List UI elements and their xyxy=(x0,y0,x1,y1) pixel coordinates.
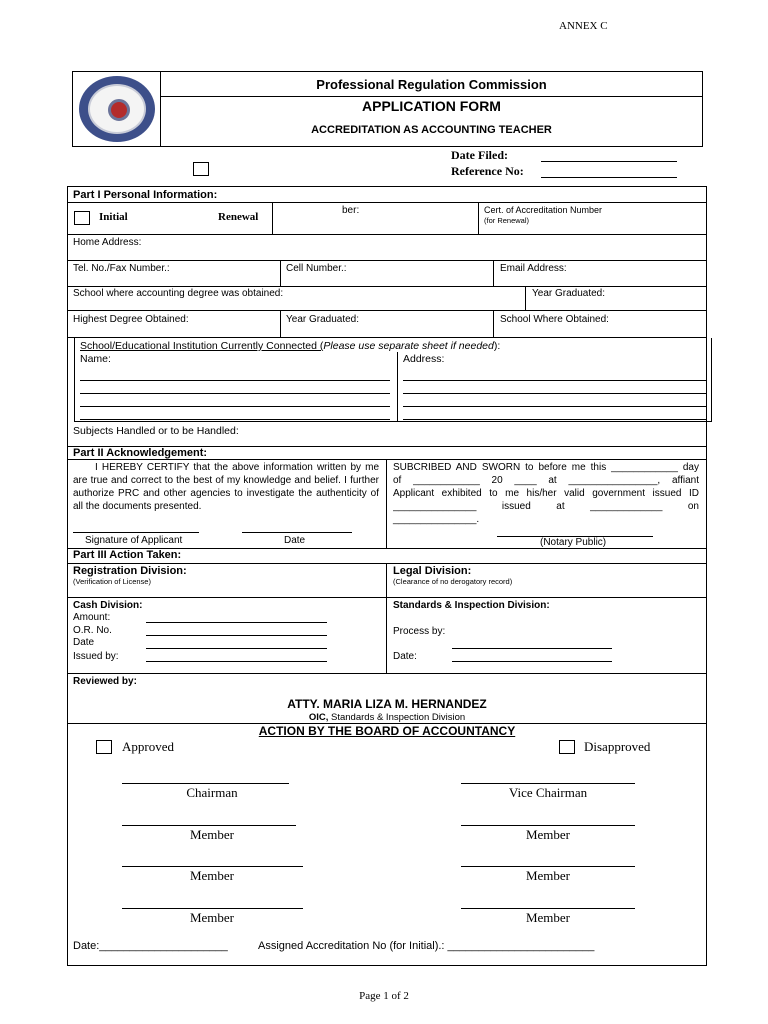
reference-no-label: Reference No: xyxy=(451,164,524,178)
sworn-line-4: _______________ issued at _____________ on xyxy=(393,501,699,512)
cash-date-field[interactable] xyxy=(146,648,327,649)
assigned-accreditation-field[interactable]: Assigned Accreditation No (for Initial).: ________________________ xyxy=(258,940,595,952)
tel-fax-label: Tel. No./Fax Number.: xyxy=(73,263,170,274)
sworn-line-3: Applicant exhibited to me his/her valid government issued ID xyxy=(393,488,699,499)
vice-chairman-label: Vice Chairman xyxy=(508,785,588,800)
institution-name-line-2[interactable] xyxy=(80,393,390,394)
date-filed-field[interactable] xyxy=(541,161,677,162)
certify-statement: I HEREBY CERTIFY that the above information written by me are true and correct to the best of my knowledge and belief. I further authorize PRC and other agencies to investigate the authenticity of all the documents presented. xyxy=(73,462,379,512)
school-obtained-label: School Where Obtained: xyxy=(500,314,609,325)
page-number: Page 1 of 2 xyxy=(359,990,409,1002)
agency-name: Professional Regulation Commission xyxy=(316,77,547,92)
cash-division-label: Cash Division: xyxy=(73,600,143,611)
member-1-label: Member xyxy=(189,827,235,842)
home-address-label: Home Address: xyxy=(73,237,142,248)
prc-seal-logo xyxy=(79,76,155,142)
approved-checkbox[interactable] xyxy=(96,740,112,754)
date-filed-label: Date Filed: xyxy=(451,148,508,162)
highest-degree-label: Highest Degree Obtained: xyxy=(73,314,189,325)
signature-date-line[interactable] xyxy=(242,532,352,533)
process-by-field[interactable] xyxy=(452,648,612,649)
email-address-label: Email Address: xyxy=(500,263,567,274)
reviewed-by-label: Reviewed by: xyxy=(73,676,137,687)
unlabeled-checkbox[interactable] xyxy=(193,162,209,176)
standards-date-field[interactable] xyxy=(452,661,612,662)
initial-checkbox[interactable] xyxy=(74,211,90,225)
institution-name-label: Name: xyxy=(80,353,111,365)
annex-label: ANNEX C xyxy=(559,20,608,32)
legal-division-label: Legal Division: xyxy=(393,565,472,577)
member-5-signature-line[interactable] xyxy=(122,908,303,909)
standards-division-label: Standards & Inspection Division: xyxy=(393,600,550,611)
cash-date-label: Date xyxy=(73,637,95,648)
board-title: ACTION BY THE BOARD OF ACCOUNTANCY xyxy=(258,724,516,738)
member-5-label: Member xyxy=(189,910,235,925)
chairman-signature-line[interactable] xyxy=(122,783,289,784)
board-date-field[interactable]: Date:_____________________ xyxy=(73,940,228,952)
signature-date-label: Date xyxy=(284,535,306,546)
member-1-signature-line[interactable] xyxy=(122,825,296,826)
institution-address-label: Address: xyxy=(403,353,445,365)
member-6-label: Member xyxy=(525,910,571,925)
institution-name-line-4[interactable] xyxy=(80,419,390,420)
process-by-label: Process by: xyxy=(393,626,446,637)
form-title: APPLICATION FORM xyxy=(362,98,501,114)
part1-title: Part I Personal Information: xyxy=(73,189,218,201)
institution-address-line-4[interactable] xyxy=(403,419,706,420)
cell-number-label: Cell Number.: xyxy=(286,263,347,274)
institution-address-line-3[interactable] xyxy=(403,406,706,407)
standards-date-label: Date: xyxy=(393,651,417,662)
signature-line[interactable] xyxy=(73,532,199,533)
member-3-label: Member xyxy=(189,868,235,883)
signature-label: Signature of Applicant xyxy=(85,535,183,546)
cert-accreditation-sub: (for Renewal) xyxy=(484,216,530,225)
sworn-line-1: SUBCRIBED AND SWORN to before me this ____________ day xyxy=(393,462,699,473)
notary-label: (Notary Public) xyxy=(540,537,607,548)
institution-label: School/Educational Institution Currently Connected (Please use separate sheet if needed): xyxy=(80,340,501,352)
vice-chairman-signature-line[interactable] xyxy=(461,783,635,784)
issued-by-label: Issued by: xyxy=(73,651,119,662)
cert-accreditation-label: Cert. of Accreditation Number xyxy=(484,205,603,215)
subjects-label: Subjects Handled or to be Handled: xyxy=(73,425,239,437)
institution-name-line-3[interactable] xyxy=(80,406,390,407)
institution-address-line-2[interactable] xyxy=(403,393,706,394)
member-6-signature-line[interactable] xyxy=(461,908,635,909)
disapproved-checkbox[interactable] xyxy=(559,740,575,754)
form-subtitle: ACCREDITATION AS ACCOUNTING TEACHER xyxy=(311,124,552,136)
issued-by-field[interactable] xyxy=(146,661,327,662)
member-4-label: Member xyxy=(525,868,571,883)
reviewer-title: OIC, Standards & Inspection Division xyxy=(308,712,466,723)
or-no-label: O.R. No. xyxy=(73,625,112,636)
name-label-fragment: ber: xyxy=(342,205,360,216)
amount-label: Amount: xyxy=(73,612,111,623)
institution-name-line-1[interactable] xyxy=(80,380,390,381)
renewal-label: Renewal xyxy=(218,211,259,223)
reference-no-field[interactable] xyxy=(541,177,677,178)
registration-division-sub: (Verification of License) xyxy=(73,577,151,586)
sworn-line-2: of ____________ 20 ____ at ________________, affiant xyxy=(393,475,699,486)
school-degree-label: School where accounting degree was obtained: xyxy=(73,288,284,299)
member-2-signature-line[interactable] xyxy=(461,825,635,826)
registration-division-label: Registration Division: xyxy=(73,565,187,577)
approved-label: Approved xyxy=(122,739,174,754)
member-2-label: Member xyxy=(525,827,571,842)
year-graduated-2-label: Year Graduated: xyxy=(286,314,360,325)
member-3-signature-line[interactable] xyxy=(122,866,303,867)
disapproved-label: Disapproved xyxy=(584,739,651,754)
part2-title: Part II Acknowledgement: xyxy=(73,447,208,459)
initial-label: Initial xyxy=(99,211,128,223)
institution-address-line-1[interactable] xyxy=(403,380,706,381)
year-graduated-label: Year Graduated: xyxy=(532,288,606,299)
chairman-label: Chairman xyxy=(186,785,238,800)
amount-field[interactable] xyxy=(146,622,327,623)
or-no-field[interactable] xyxy=(146,635,327,636)
part3-title: Part III Action Taken: xyxy=(73,549,182,561)
member-4-signature-line[interactable] xyxy=(461,866,635,867)
reviewer-name: ATTY. MARIA LIZA M. HERNANDEZ xyxy=(287,697,487,711)
sworn-line-5: _______________. xyxy=(393,514,480,525)
legal-division-sub: (Clearance of no derogatory record) xyxy=(393,577,513,586)
